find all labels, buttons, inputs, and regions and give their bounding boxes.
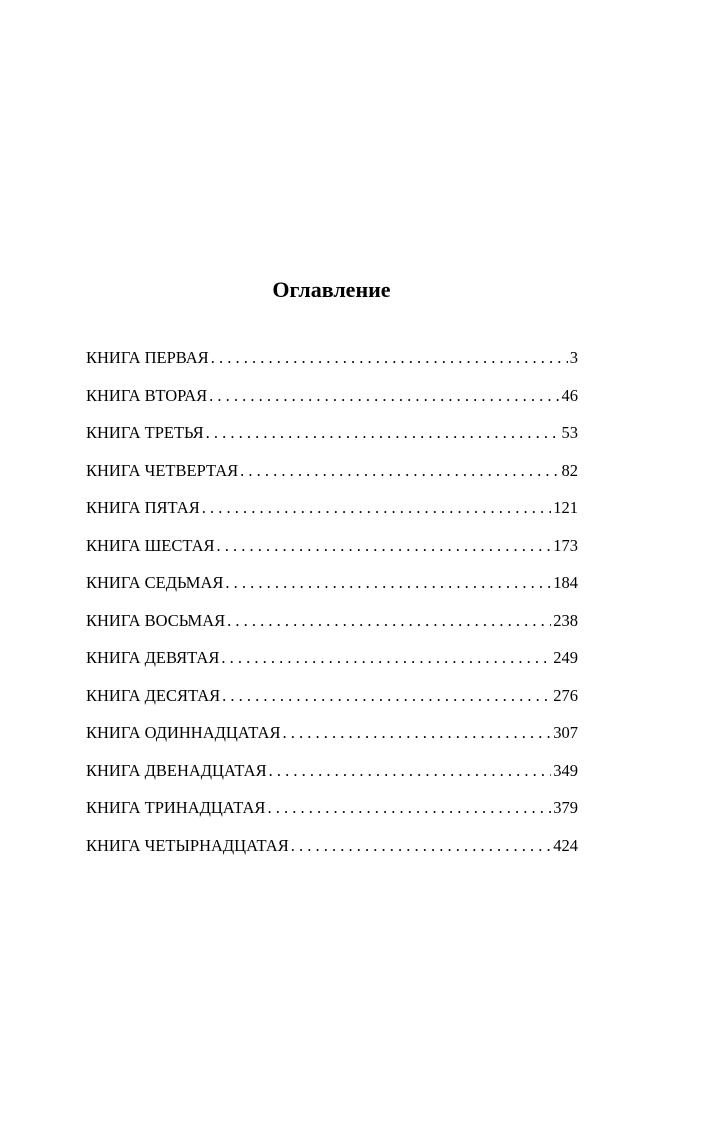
toc-entry-page-number: 53 xyxy=(561,423,578,442)
toc-entry-page-number: 238 xyxy=(553,610,578,630)
toc-entry-label: КНИГА ШЕСТАЯ xyxy=(86,535,215,555)
dot-leader xyxy=(267,793,551,823)
dot-leader xyxy=(217,531,552,561)
toc-entry-label: КНИГА ВОСЬМАЯ xyxy=(86,610,226,630)
dot-leader xyxy=(227,606,551,636)
toc-entry-page-number: 249 xyxy=(553,648,578,667)
toc-entry-label: КНИГА ЧЕТВЕРТАЯ xyxy=(86,460,239,480)
toc-entry-page-number: 82 xyxy=(561,460,578,480)
toc-entry-label: КНИГА ЧЕТЫРНАДЦАТАЯ xyxy=(86,835,289,855)
toc-entry-page-number: 121 xyxy=(553,498,578,517)
toc-entry-label: КНИГА ВТОРАЯ xyxy=(86,385,208,405)
dot-leader xyxy=(206,418,560,448)
dot-leader xyxy=(282,718,551,748)
toc-entry[interactable] xyxy=(86,418,578,456)
toc-entry[interactable] xyxy=(86,568,578,606)
toc-entry[interactable] xyxy=(86,681,578,719)
toc-entry[interactable] xyxy=(86,756,578,794)
dot-leader xyxy=(240,456,559,486)
dot-leader xyxy=(225,568,551,598)
toc-entry-label: КНИГА СЕДЬМАЯ xyxy=(86,573,224,592)
toc-entry[interactable] xyxy=(86,793,578,831)
dot-leader xyxy=(202,493,552,523)
toc-entry-page-number: 173 xyxy=(553,535,578,555)
dot-leader xyxy=(269,756,552,786)
dot-leader xyxy=(222,681,551,711)
toc-entry-page-number: 379 xyxy=(553,798,578,817)
dot-leader xyxy=(291,831,552,861)
table-of-contents xyxy=(86,343,578,868)
toc-entry-page-number: 184 xyxy=(553,573,578,592)
toc-entry[interactable] xyxy=(86,343,578,381)
toc-entry-label: КНИГА ДЕСЯТАЯ xyxy=(86,685,221,705)
toc-entry-page-number: 307 xyxy=(553,723,578,742)
toc-entry-page-number: 276 xyxy=(553,685,578,705)
toc-entry[interactable] xyxy=(86,643,578,681)
toc-entry[interactable] xyxy=(86,381,578,419)
toc-entry-label: КНИГА ПЕРВАЯ xyxy=(86,348,209,367)
dot-leader xyxy=(221,643,551,673)
dot-leader xyxy=(211,343,568,373)
toc-entry-page-number: 424 xyxy=(553,835,578,855)
toc-entry-label: КНИГА ПЯТАЯ xyxy=(86,498,200,517)
toc-entry[interactable] xyxy=(86,531,578,569)
toc-entry[interactable] xyxy=(86,456,578,494)
toc-entry[interactable] xyxy=(86,718,578,756)
toc-title: Оглавление xyxy=(272,277,391,302)
toc-entry[interactable] xyxy=(86,493,578,531)
toc-entry-label: КНИГА ТРИНАДЦАТАЯ xyxy=(86,798,266,817)
toc-entry[interactable] xyxy=(86,606,578,644)
toc-entry-page-number: 3 xyxy=(569,348,578,367)
toc-entry-label: КНИГА ТРЕТЬЯ xyxy=(86,423,204,442)
toc-entry-label: КНИГА ДЕВЯТАЯ xyxy=(86,648,220,667)
dot-leader xyxy=(209,381,559,411)
toc-entry-page-number: 46 xyxy=(561,385,578,405)
toc-entry-label: КНИГА ОДИННАДЦАТАЯ xyxy=(86,723,281,742)
toc-entry-page-number: 349 xyxy=(553,760,578,780)
toc-entry[interactable] xyxy=(86,831,578,869)
toc-entry-label: КНИГА ДВЕНАДЦАТАЯ xyxy=(86,760,267,780)
